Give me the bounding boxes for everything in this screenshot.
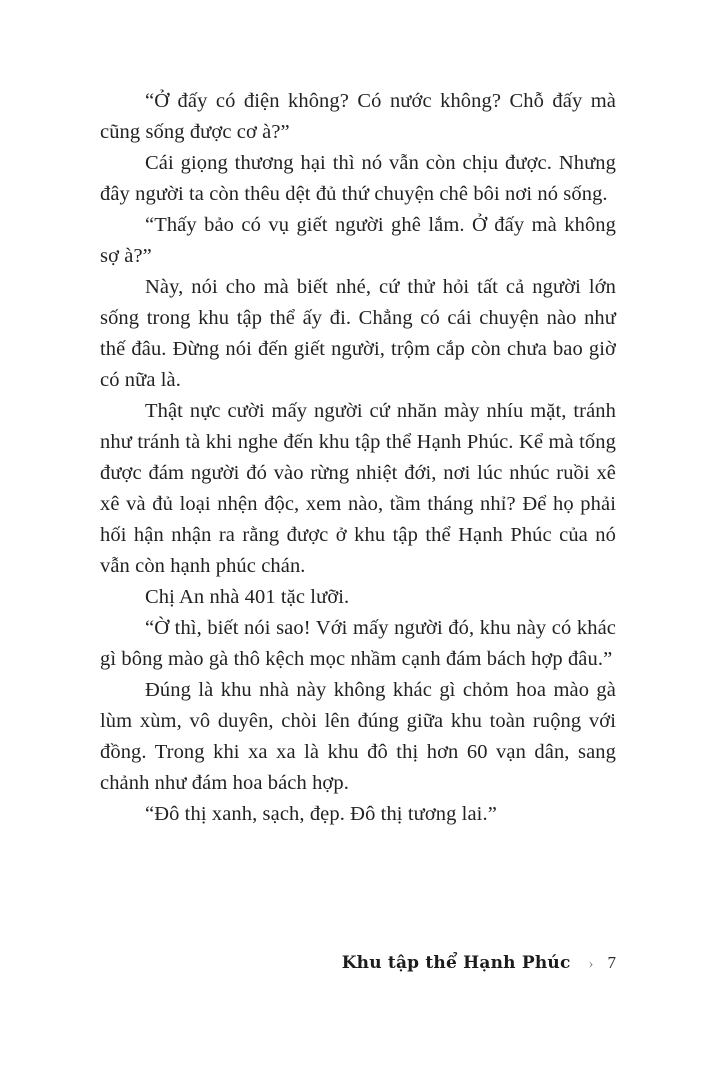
paragraph: Này, nói cho mà biết nhé, cứ thử hỏi tất cả người lớn sống trong khu tập thể ấy đi. Chẳng có cái chuyện nào như thế đâu. Đừng nói đến giết người, trộm cắp còn chưa bao giờ có nữa là. xyxy=(100,276,616,391)
paragraph: “Thấy bảo có vụ giết người ghê lắm. Ở đấy mà không sợ à?” xyxy=(100,214,616,267)
paragraph: “Ở đấy có điện không? Có nước không? Chỗ đấy mà cũng sống được cơ à?” xyxy=(100,90,616,143)
paragraph: Chị An nhà 401 tặc lưỡi. xyxy=(145,586,350,608)
paragraph: “Ờ thì, biết nói sao! Với mấy người đó, khu này có khác gì bông mào gà thô kệch mọc nhầm cạnh đám bách hợp đâu.” xyxy=(100,617,616,670)
paragraph: Thật nực cười mấy người cứ nhăn mày nhíu mặt, tránh như tránh tà khi nghe đến khu tập thể Hạnh Phúc. Kể mà tống được đám người đó vào rừng nhiệt đới, nơi lúc nhúc ruồi xê xê và đủ loại nhện độc, xem nào, tầm tháng nhỉ? Để họ phải hối hận nhận ra rằng được ở khu tập thể Hạnh Phúc của nó vẫn còn hạnh phúc chán. xyxy=(100,400,616,577)
paragraph: Đúng là khu nhà này không khác gì chỏm hoa mào gà lùm xùm, vô duyên, chòi lên đúng giữa khu toàn ruộng với đồng. Trong khi xa xa là khu đô thị hơn 60 vạn dân, sang chảnh như đám hoa bách hợp. xyxy=(100,679,616,794)
footer-separator-icon: › xyxy=(588,956,594,972)
footer-book-title: Khu tập thể Hạnh Phúc xyxy=(341,953,571,973)
page-footer xyxy=(100,953,616,973)
paragraph: Cái giọng thương hại thì nó vẫn còn chịu được. Nhưng đây người ta còn thêu dệt đủ thứ chuyện chê bôi nơi nó sống. xyxy=(100,152,616,205)
paragraph: “Đô thị xanh, sạch, đẹp. Đô thị tương lai.” xyxy=(145,803,497,825)
footer-page-number: 7 xyxy=(607,953,616,972)
body-text xyxy=(100,86,616,830)
